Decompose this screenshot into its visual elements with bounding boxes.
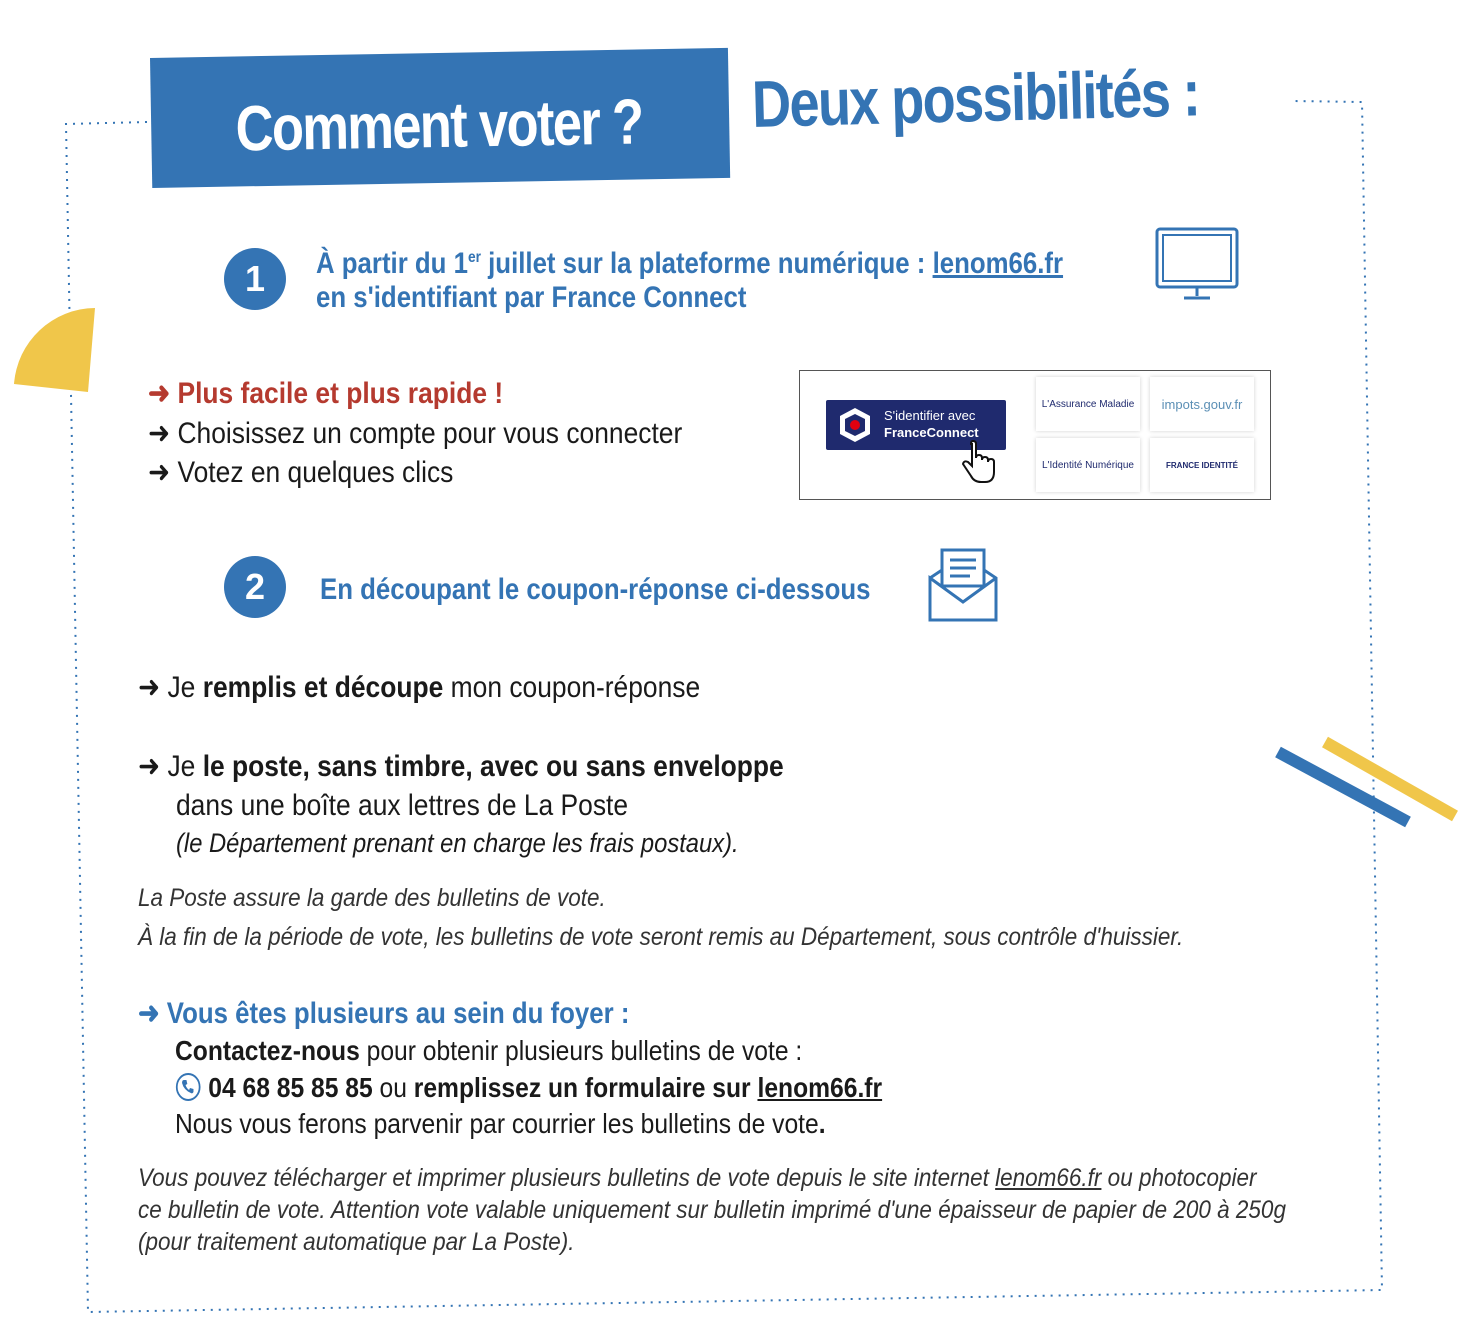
- household-contact: Contactez-nous pour obtenir plusieurs bulletins de vote :: [175, 1035, 803, 1066]
- franceconnect-logo-icon: [836, 406, 874, 444]
- provider-france-identite[interactable]: FRANCE IDENTITÉ: [1150, 438, 1254, 492]
- page-subtitle: Deux possibilités :: [751, 55, 1200, 141]
- coupon-step-2: ➜ Je le poste, sans timbre, avec ou sans enveloppe: [138, 750, 784, 783]
- step-number-2: 2: [224, 556, 286, 618]
- footer-line-2: ce bulletin de vote. Attention vote valable uniquement sur bulletin imprimé d'une épaisseur de papier de 200 à 250g: [138, 1196, 1286, 1224]
- note-line-2: À la fin de la période de vote, les bulletins de vote seront remis au Département, sous contrôle d'huissier.: [138, 923, 1184, 951]
- footer-link[interactable]: lenom66.fr: [995, 1164, 1102, 1192]
- coupon-step-2-line3: (le Département prenant en charge les frais postaux).: [176, 828, 739, 858]
- benefit-item: ➜ Choisissez un compte pour vous connecter: [148, 417, 683, 450]
- benefit-highlight: ➜ Plus facile et plus rapide !: [148, 377, 504, 410]
- footer-line-1: Vous pouvez télécharger et imprimer plusieurs bulletins de vote depuis le site internet lenom66.fr ou photocopier: [138, 1164, 1257, 1192]
- phone-number[interactable]: 04 68 85 85 85: [208, 1072, 373, 1103]
- platform-link[interactable]: lenom66.fr: [932, 247, 1064, 280]
- option1-heading-line1: À partir du 1er juillet sur la plateforme numérique : lenom66.fr: [316, 247, 1064, 280]
- provider-impots[interactable]: impots.gouv.fr: [1150, 377, 1254, 431]
- monitor-icon: [1154, 226, 1242, 304]
- coupon-step-2-line2: dans une boîte aux lettres de La Poste: [176, 789, 629, 822]
- note-line-1: La Poste assure la garde des bulletins de vote.: [138, 884, 606, 912]
- provider-assurance-maladie[interactable]: L'Assurance Maladie: [1036, 377, 1140, 431]
- provider-identite-numerique[interactable]: L'Identité Numérique: [1036, 438, 1140, 492]
- option1-heading-line2: en s'identifiant par France Connect: [316, 281, 747, 314]
- household-heading: ➜ Vous êtes plusieurs au sein du foyer :: [138, 997, 630, 1030]
- form-link[interactable]: lenom66.fr: [757, 1072, 883, 1103]
- fc-button-line2: FranceConnect: [884, 425, 979, 440]
- benefit-item: ➜ Votez en quelques clics: [148, 456, 454, 489]
- household-closing: Nous vous ferons parvenir par courrier les bulletins de vote.: [175, 1108, 826, 1139]
- phone-icon: [175, 1072, 201, 1102]
- hand-pointer-icon: [962, 440, 996, 484]
- option2-heading: En découpant le coupon-réponse ci-dessous: [320, 573, 871, 606]
- envelope-icon: [926, 548, 1000, 624]
- coupon-step-1: ➜ Je remplis et découpe mon coupon-réponse: [138, 671, 701, 704]
- yellow-quarter-shape: [14, 308, 95, 392]
- page-title: Comment voter ?: [234, 85, 644, 165]
- fc-button-line1: S'identifier avec: [884, 408, 976, 423]
- step-number-1: 1: [224, 248, 286, 310]
- household-phone-line: 04 68 85 85 85 ou remplissez un formulaire sur lenom66.fr: [175, 1068, 882, 1107]
- footer-line-3: (pour traitement automatique par La Poste).: [138, 1228, 575, 1256]
